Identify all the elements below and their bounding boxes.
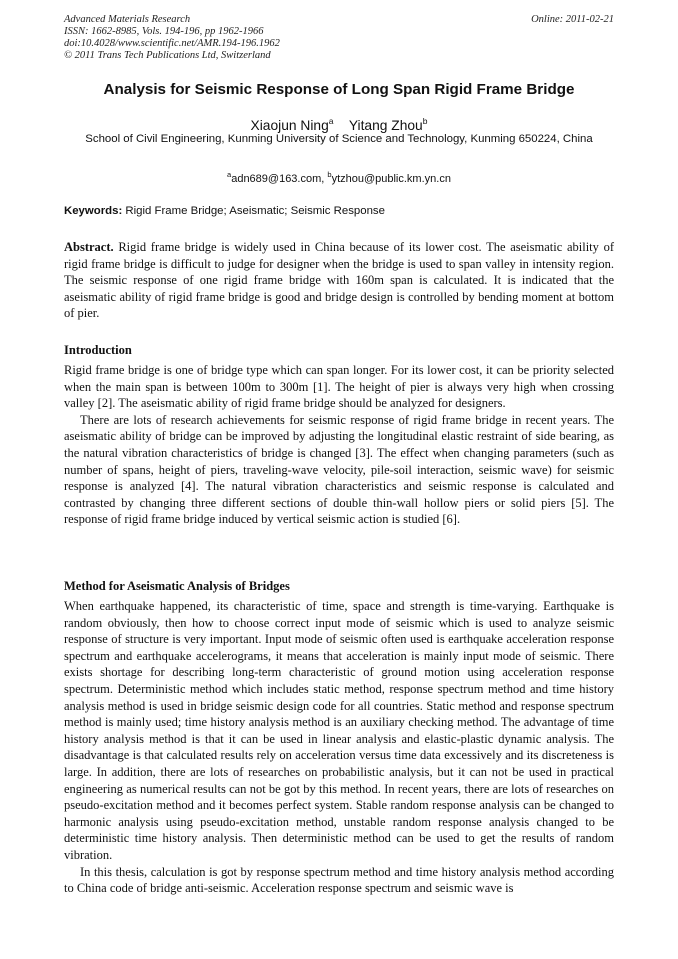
- email-line: [0, 167, 678, 187]
- author-2-sup: b: [422, 116, 428, 126]
- journal-header: [64, 14, 280, 62]
- email-b: ytzhou@public.km.yn.cn: [331, 173, 451, 185]
- doi-line: doi:10.4028/www.scientific.net/AMR.194-196.1962: [64, 38, 280, 49]
- keywords-text: Rigid Frame Bridge; Aseismatic; Seismic Response: [122, 205, 385, 217]
- keywords: [64, 204, 614, 219]
- paragraph: In this thesis, calculation is got by response spectrum method and time history analysis method according to China code of bridge anti-seismic. Acceleration response spectrum and seismic wave is: [64, 864, 614, 896]
- abstract: [64, 239, 614, 322]
- author-1-sup: a: [328, 116, 334, 126]
- email-a: adn689@163.com,: [231, 173, 328, 185]
- method-body: [64, 598, 614, 897]
- section-heading-method: Method for Aseismatic Analysis of Bridges: [64, 579, 290, 593]
- abstract-text: Rigid frame bridge is widely used in China because of its lower cost. The aseismatic ability of rigid frame bridge is difficult to judge for designer when the bridge is used to span valley in intensity region. The seismic response of one rigid frame bridge with 160m span is calculated. It is indicated that the aseismatic ability of rigid frame bridge is good and bridge design is controlled by bending moment at bottom of pier.: [64, 240, 614, 321]
- paragraph: Rigid frame bridge is one of bridge type which can span longer. For its lower cost, it can be priority selected when the main span is between 100m to 300m [1]. The height of pier is always very high when crossing valley [2]. The aseismatic ability of rigid frame bridge should be analyzed for designers.: [64, 363, 614, 411]
- online-date: Online: 2011-02-21: [531, 14, 614, 25]
- copyright-line: © 2011 Trans Tech Publications Ltd, Switzerland: [64, 50, 271, 61]
- introduction-body: [64, 362, 614, 528]
- email-a-sup: a: [227, 170, 232, 179]
- paragraph: When earthquake happened, its characteristic of time, space and strength is time-varying. Earthquake is random obviously, then how to choose correct input mode of seismic which is used to analyze seismic response of structure is very important. Input mode of seismic often used is earthquake acceleration response spectrum and earthquake accelerograms, it means that acceleration is mainly input mode of seismic. There exists shortage for describing long-term characteristic of ground motion using acceleration response spectrum. Deterministic method which includes static method, response spectrum method and time history analysis method is used in bridge seismic design code for all countries. Static method and response spectrum method is mainly used; time history analysis method is an auxiliary checking method. The advantage of time history analysis method is that it can be used in linear analysis and elastic-plastic dynamic analysis. The disadvantage is that calculated results rely on acceleration versus time data excessively and its discreteness is large. In addition, there are lots of researches on probabilistic analysis, but it can not be used in practical engineering as numerical results can not be got by this method. In recent years, there are lots of researches on pseudo-excitation method and it becomes perfect system. Stable random response analysis can be changed to harmonic analysis using pseudo-excitation method, unstable random response analysis changed to be deterministic time history analysis. Then deterministic method can be used to get the results of random vibration.: [64, 599, 614, 862]
- author-1: Xiaojun Ning: [250, 118, 329, 133]
- keywords-label: Keywords:: [64, 205, 123, 217]
- paragraph: There are lots of research achievements for seismic response of rigid frame bridge in recent years. The aseismatic ability of bridge can be improved by adjusting the longitudinal elastic restraint of side bearing, as the natural vibration characteristics of bridge is changed [3]. The effect when changing parameters (such as number of spans, height of piers, traveling-wave velocity, pile-soil interaction, seismic wave) for seismic response is analyzed [4]. The natural vibration characteristics and seismic response is calculated and contrasted by changing three different sections of double thin-wall hollow piers or solid piers [5]. The response of rigid frame bridge induced by vertical seismic action is studied [6].: [64, 412, 614, 527]
- journal-name: Advanced Materials Research: [64, 14, 191, 25]
- email-b-sup: b: [327, 170, 332, 179]
- paper-title: Analysis for Seismic Response of Long Span Rigid Frame Bridge: [103, 81, 575, 98]
- author-2: Yitang Zhou: [348, 118, 423, 133]
- abstract-label: Abstract.: [64, 240, 114, 254]
- affiliation: School of Civil Engineering, Kunming University of Science and Technology, Kunming 650224, China: [85, 133, 593, 145]
- issn-line: ISSN: 1662-8985, Vols. 194-196, pp 1962-1966: [64, 26, 264, 37]
- section-heading-introduction: Introduction: [64, 343, 132, 357]
